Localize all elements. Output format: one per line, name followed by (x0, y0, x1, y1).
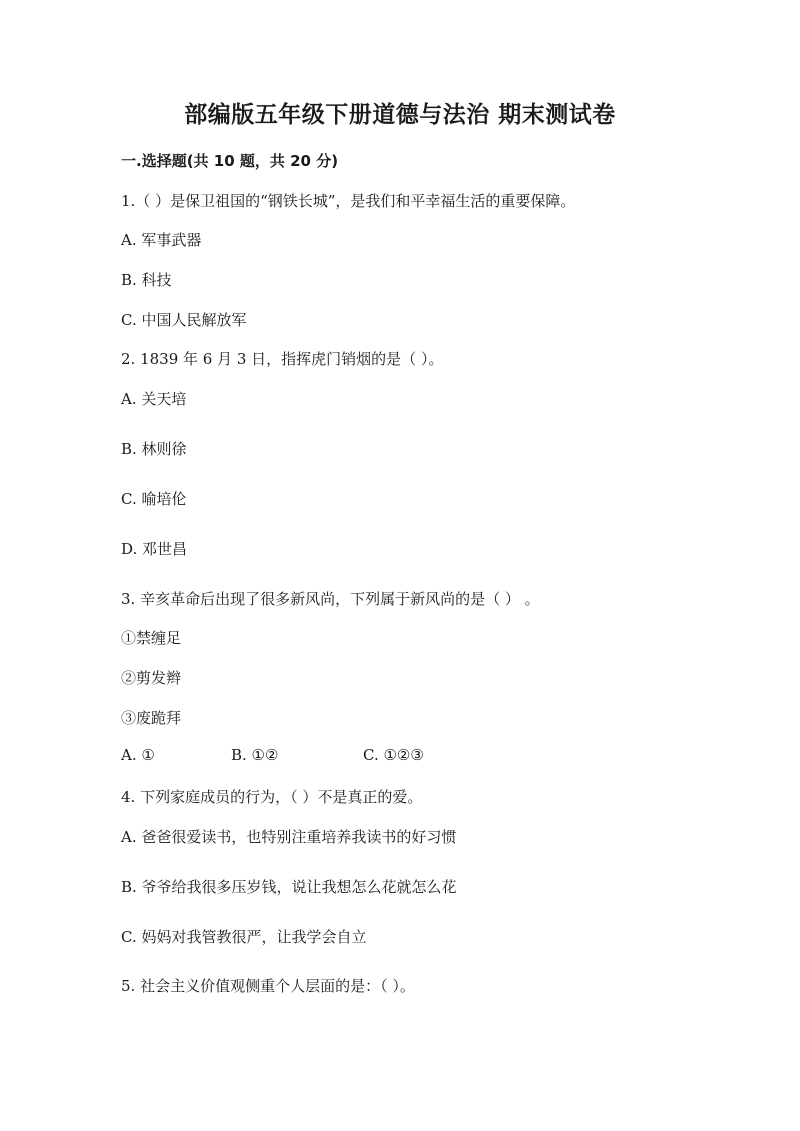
section-heading: 一.选择题(共 10 题，共 20 分) (121, 152, 339, 170)
question-1-option-a: A. 军事武器 (121, 231, 202, 249)
question-2-stem: 2. 1839 年 6 月 3 日，指挥虎门销烟的是（ ）。 (121, 350, 444, 368)
question-1-option-c: C. 中国人民解放军 (121, 311, 247, 329)
question-3-item-2: ②剪发辫 (121, 669, 182, 687)
question-4-option-a: A. 爸爸很爱读书，也特别注重培养我读书的好习惯 (121, 828, 457, 846)
question-4-option-b: B. 爷爷给我很多压岁钱，说让我想怎么花就怎么花 (121, 878, 457, 896)
question-2-option-a: A. 关天培 (121, 390, 187, 408)
question-3-option-b: B. ①② (231, 746, 279, 764)
question-3-item-1: ①禁缠足 (121, 629, 182, 647)
question-3-options (121, 746, 424, 764)
page-title: 部编版五年级下册道德与法治 期末测试卷 (184, 102, 616, 128)
question-3-option-c: C. ①②③ (363, 746, 424, 764)
question-2-option-b: B. 林则徐 (121, 440, 187, 458)
question-5-stem: 5. 社会主义价值观侧重个人层面的是：（ ）。 (121, 977, 415, 995)
question-4-stem: 4. 下列家庭成员的行为，（ ）不是真正的爱。 (121, 788, 423, 806)
question-2-option-c: C. 喻培伦 (121, 490, 187, 508)
question-1-stem: 1.（ ）是保卫祖国的“钢铁长城”，是我们和平幸福生活的重要保障。 (121, 192, 576, 210)
question-1-option-b: B. 科技 (121, 271, 172, 289)
question-3-stem: 3. 辛亥革命后出现了很多新风尚，下列属于新风尚的是（ ） 。 (121, 590, 540, 608)
question-3-option-a: A. ① (121, 746, 155, 764)
question-2-option-d: D. 邓世昌 (121, 540, 188, 558)
question-4-option-c: C. 妈妈对我管教很严，让我学会自立 (121, 928, 367, 946)
question-3-item-3: ③废跪拜 (121, 709, 182, 727)
